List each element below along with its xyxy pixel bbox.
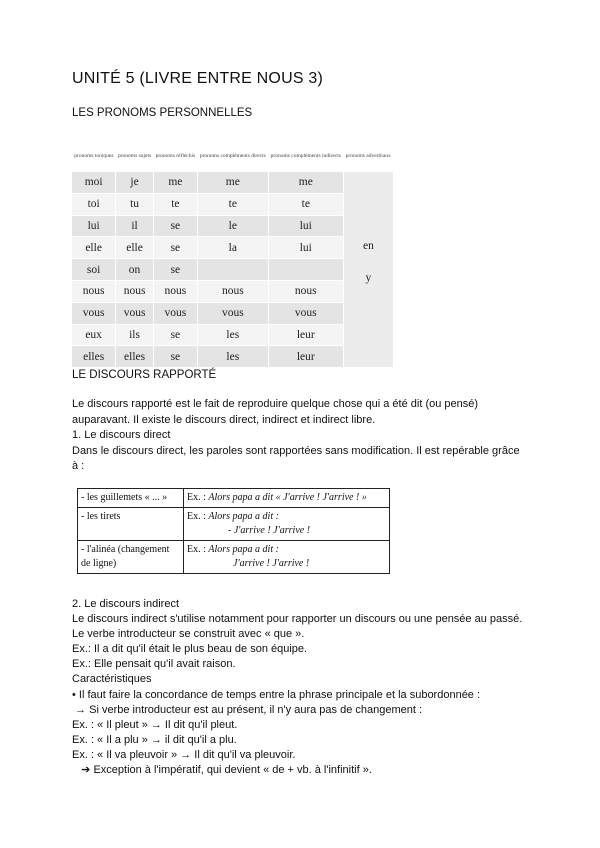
pronoun-cell: ils xyxy=(116,324,154,346)
pronoun-cell: nous xyxy=(268,280,343,302)
pronoun-cell: leur xyxy=(268,324,343,346)
indirect-line: → Si verbe introducteur est au présent, il n'y aura pas de changement : xyxy=(72,703,423,716)
pronoun-cell: se xyxy=(153,259,197,281)
pronoun-cell: moi xyxy=(72,172,116,193)
pronoun-cell: se xyxy=(153,215,197,237)
pronoun-cell: je xyxy=(116,172,154,193)
indirect-line: Ex.: Il a dit qu'il était le plus beau de son équipe. xyxy=(72,643,308,656)
pronoun-cell: les xyxy=(197,346,268,368)
direct-discourse-table xyxy=(77,488,390,574)
example-cell xyxy=(184,541,390,574)
pronoun-cell: elle xyxy=(116,237,154,259)
pronoun-cell: tu xyxy=(116,193,154,215)
intro-line: Le discours rapporté est le fait de reproduire quelque chose qui a été dit (ou pensé) xyxy=(72,398,479,410)
example-text: - J'arrive ! J'arrive ! xyxy=(228,525,311,536)
pronoun-cell: lui xyxy=(268,215,343,237)
pronoun-cell: elles xyxy=(116,346,154,368)
example-cell xyxy=(184,508,390,541)
pronoun-cell: il xyxy=(116,215,154,237)
pronoun-cell: eux xyxy=(72,324,116,346)
pronoun-cell: on xyxy=(116,259,154,281)
example-line xyxy=(212,524,386,538)
example-line xyxy=(212,557,386,571)
pronoun-cell: soi xyxy=(72,259,116,281)
pronoun-cell: me xyxy=(197,172,268,193)
example-line xyxy=(187,491,386,505)
header-toniques: pronoms toniques xyxy=(74,152,114,159)
example-line xyxy=(187,543,386,557)
indirect-line: Ex. : « Il pleut » → Il dit qu'il pleut. xyxy=(72,718,238,731)
pronoun-cell xyxy=(197,259,268,281)
pronoun-cell xyxy=(268,259,343,281)
pronoun-row xyxy=(72,172,393,193)
indirect-line: Le discours indirect s'utilise notamment pour rapporter un discours ou une pensée au passé. xyxy=(72,613,523,626)
pronoun-cell: le xyxy=(197,215,268,237)
indirect-line: Ex.: Elle pensait qu'il avait raison. xyxy=(72,658,236,671)
indirect-line: Le verbe introducteur se construit avec « que ». xyxy=(72,628,305,641)
pronoun-cell: te xyxy=(197,193,268,215)
direct-discourse-row xyxy=(78,489,390,508)
adverbial-en: en xyxy=(362,240,374,252)
pronoun-cell: nous xyxy=(197,280,268,302)
indirect-line: Caractéristiques xyxy=(72,673,152,686)
pronoun-cell: nous xyxy=(72,280,116,302)
marker-label: - l'alinéa (changement de ligne) xyxy=(78,541,184,574)
example-text: Alors papa a dit : xyxy=(208,511,279,522)
pronoun-cell: nous xyxy=(116,280,154,302)
example-text: Alors papa a dit : xyxy=(208,544,279,555)
section-title-discours: LE DISCOURS RAPPORTÉ xyxy=(72,369,217,381)
indirect-line: Ex. : « Il va pleuvoir » → Il dit qu'il va pleuvoir. xyxy=(72,748,296,761)
header-cod: pronoms compléments directs xyxy=(199,152,266,159)
indirect-line: 2. Le discours indirect xyxy=(72,598,179,610)
header-adverbiaux: pronoms adverbiaux xyxy=(345,152,391,159)
indirect-line: Ex. : « Il a plu » → il dit qu'il a plu. xyxy=(72,733,237,746)
pronoun-cell: me xyxy=(268,172,343,193)
section-title-pronoms: LES PRONOMS PERSONNELLES xyxy=(72,107,253,119)
pronoun-cell: toi xyxy=(72,193,116,215)
pronoun-cell: les xyxy=(197,324,268,346)
pronoun-cell: vous xyxy=(268,302,343,324)
marker-label: - les tirets xyxy=(78,508,184,541)
pronoun-cell: vous xyxy=(116,302,154,324)
direct-discourse-row xyxy=(78,508,390,541)
intro-line: Dans le discours direct, les paroles sont rapportées sans modification. Il est repérable grâce xyxy=(72,444,520,457)
pronoun-cell: la xyxy=(197,237,268,259)
pronoun-cell: se xyxy=(153,346,197,368)
example-text: J'arrive ! J'arrive ! xyxy=(233,558,310,569)
header-coi: pronoms compléments indirects xyxy=(270,152,341,159)
adverbial-y: y xyxy=(365,272,372,284)
pronoun-table-header xyxy=(72,140,393,172)
pronoun-cell: me xyxy=(153,172,197,193)
example-cell xyxy=(184,489,390,508)
intro-paragraph xyxy=(72,397,542,475)
intro-line: auparavant. Il existe le discours direct, indirect et indirect libre. xyxy=(72,413,376,426)
pronoun-cell: vous xyxy=(153,302,197,324)
pronoun-cell: se xyxy=(153,324,197,346)
example-text: Alors papa a dit « J'arrive ! J'arrive ! » xyxy=(208,492,367,503)
pronoun-cell: lui xyxy=(72,215,116,237)
pronoun-cell: lui xyxy=(268,237,343,259)
pronoun-cell: leur xyxy=(268,346,343,368)
example-prefix: Ex. : xyxy=(187,492,209,503)
marker-label: - les guillemets « ... » xyxy=(78,489,184,508)
pronoun-cell: vous xyxy=(72,302,116,324)
pronoun-cell: nous xyxy=(153,280,197,302)
intro-line: 1. Le discours direct xyxy=(72,429,171,441)
adverbial-cell xyxy=(343,172,393,368)
indirect-line: ➔ Exception à l'impératif, qui devient « de + vb. à l'infinitif ». xyxy=(72,764,372,777)
pronoun-cell: te xyxy=(268,193,343,215)
page-title: UNITÉ 5 (LIVRE ENTRE NOUS 3) xyxy=(72,70,323,87)
pronoun-cell: elles xyxy=(72,346,116,368)
example-prefix: Ex. : xyxy=(187,511,209,522)
header-sujets: pronoms sujets xyxy=(117,152,152,159)
example-line xyxy=(187,510,386,524)
pronoun-cell: se xyxy=(153,237,197,259)
indirect-line: • Il faut faire la concordance de temps entre la phrase principale et la subordonnée : xyxy=(72,688,481,701)
indirect-discourse-section xyxy=(72,597,552,778)
pronoun-cell: vous xyxy=(197,302,268,324)
direct-discourse-row xyxy=(78,541,390,574)
example-prefix: Ex. : xyxy=(187,544,209,555)
pronoun-table xyxy=(72,140,393,368)
pronoun-cell: te xyxy=(153,193,197,215)
pronoun-cell: elle xyxy=(72,237,116,259)
header-reflechis: pronoms réfléchis xyxy=(155,152,196,159)
intro-line: à : xyxy=(72,460,85,472)
